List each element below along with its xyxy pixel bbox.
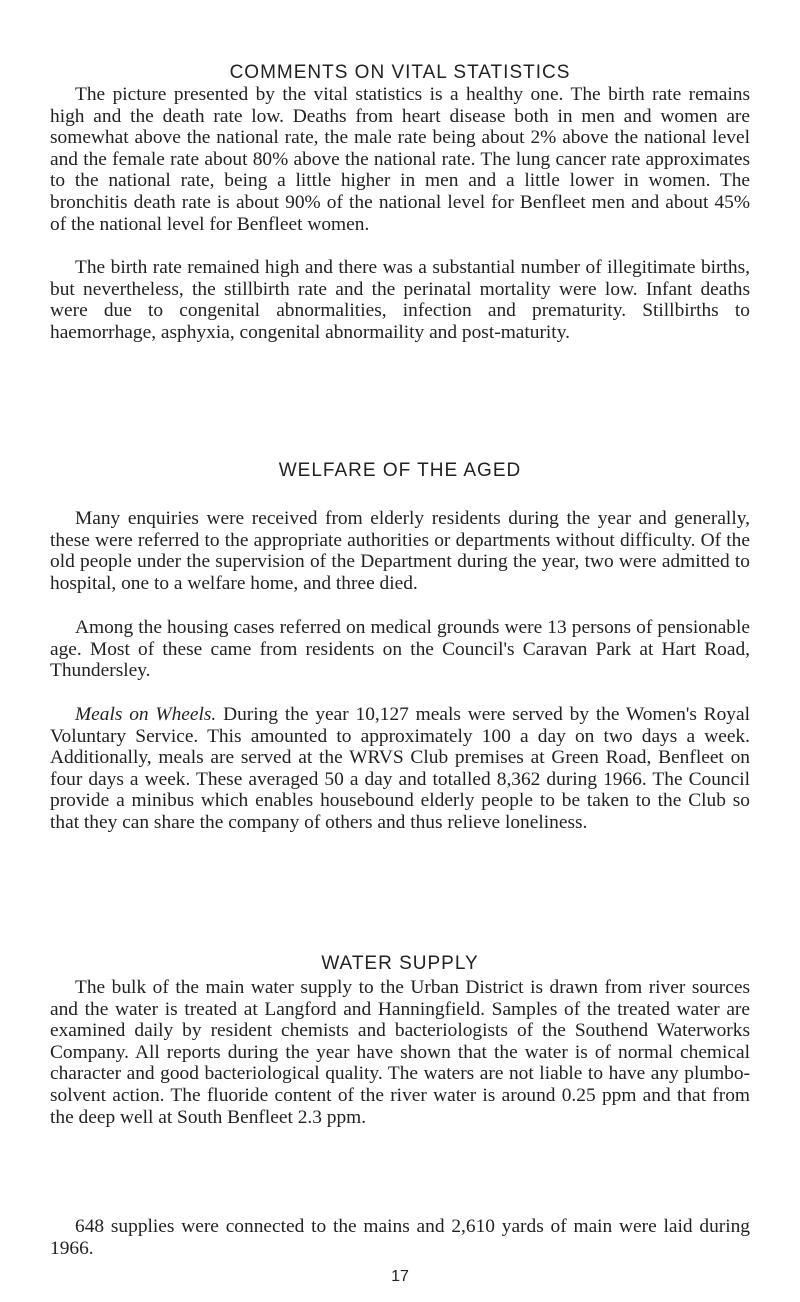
paragraph-vital-statistics-2: The birth rate remained high and there was a substantial number of illegitimate births, but nevertheless, the stillbirth rate and the perinatal mortality were low. Infant deaths were due to congenital abnormalities, infection and prematurity. Stillbirths to haemorrhage, asphyxia, congenital abnormaility and post-maturity.: [50, 257, 750, 343]
paragraph-water-supply-1: The bulk of the main water supply to the Urban District is drawn from river sources and the water is treated at Langford and Hanningfield. Samples of the treated water are examined daily by resident chemists and bacteriologists of the Southend Waterworks Company. All reports during the year have shown that the water is of normal chemical character and good bacteriological quality. The waters are not liable to have any plumbo-solvent action. The fluoride content of the river water is around 0.25 ppm and that from the deep well at South Benfleet 2.3 ppm.: [50, 977, 750, 1128]
meals-on-wheels-text: During the year 10,127 meals were served by the Women's Royal Voluntary Service. This amounted to approximately 100 a day on two days a week. Additionally, meals are served at the WRVS Club premises at Green Road, Benfleet on four days a week. These averaged 50 a day and totalled 8,362 during 1966. The Council provide a minibus which enables housebound elderly people to be taken to the Club so that they can share the company of others and thus relieve loneliness.: [50, 704, 750, 833]
paragraph-meals-on-wheels: [50, 704, 750, 834]
paragraph-welfare-1: Many enquiries were received from elderly residents during the year and generally, these were referred to the appropriate authorities or departments without difficulty. Of the old people under the supervision of the Department during the year, two were admitted to hospital, one to a welfare home, and three died.: [50, 508, 750, 594]
page-number: 17: [391, 1268, 409, 1285]
section-heading-vital-statistics: COMMENTS ON VITAL STATISTICS: [229, 62, 571, 83]
section-heading-welfare-aged: WELFARE OF THE AGED: [278, 460, 522, 481]
meals-on-wheels-title: Meals on Wheels.: [75, 704, 217, 725]
paragraph-vital-statistics-1: The picture presented by the vital statistics is a healthy one. The birth rate remains high and the death rate low. Deaths from heart disease both in men and women are somewhat above the national rate, the male rate being about 2% above the national level and the female rate about 80% above the national rate. The lung cancer rate approximates to the national rate, being a little higher in men and a little lower in women. The bronchitis death rate is about 90% of the national level for Benfleet men and about 45% of the national level for Benfleet women.: [50, 84, 750, 235]
paragraph-welfare-2: Among the housing cases referred on medical grounds were 13 persons of pensionable age. Most of these came from residents on the Council's Caravan Park at Hart Road, Thundersley.: [50, 617, 750, 682]
paragraph-water-supply-2: 648 supplies were connected to the mains and 2,610 yards of main were laid during 1966.: [50, 1216, 750, 1259]
section-heading-water-supply: WATER SUPPLY: [321, 953, 479, 974]
